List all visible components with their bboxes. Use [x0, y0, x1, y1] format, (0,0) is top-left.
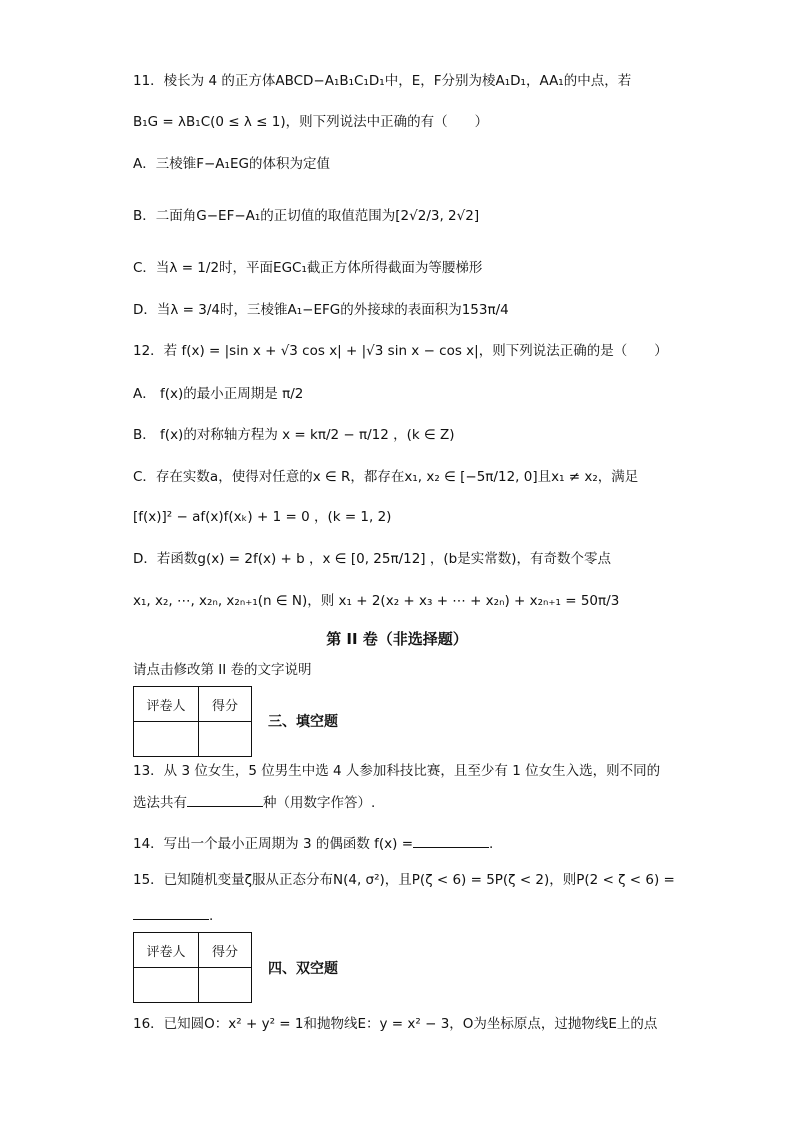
part2-note: 请点击修改第 II 卷的文字说明 — [133, 662, 312, 678]
grader-cell-score-2[interactable] — [199, 968, 252, 1003]
section3-label: 三、填空题 — [268, 714, 338, 730]
q14-pre: 14．写出一个最小正周期为 3 的偶函数 f(x) = — [133, 836, 414, 852]
q12-option-d-line2: x₁, x₂, ⋯, x₂ₙ, x₂ₙ₊₁(n ∈ N)，则 x₁ + 2(x₂ + x₃ + ⋯ + x₂ₙ) + x₂ₙ₊₁ = 50π/3 — [133, 593, 620, 609]
q12-option-d-line1: D．若函数g(x) = 2f(x) + b ，x ∈ [0, 25π/12] ，(b是实常数)，有奇数个零点 — [133, 551, 611, 567]
q12-option-b: B． f(x)的对称轴方程为 x = kπ/2 − π/12 ，(k ∈ Z) — [133, 427, 455, 443]
q13-line1: 13．从 3 位女生，5 位男生中选 4 人参加科技比赛，且至少有 1 位女生入选，则不同的 — [133, 763, 661, 779]
grader-header-score: 得分 — [199, 687, 252, 722]
grader-header-reviewer: 评卷人 — [134, 687, 199, 722]
q14-answer-blank[interactable] — [413, 833, 489, 848]
q16-line1: 16．已知圆O：x² + y² = 1和抛物线E：y = x² − 3，O为坐标原点，过抛物线E上的点 — [133, 1016, 658, 1032]
q13-post: 种（用数字作答）. — [263, 795, 376, 811]
q15-line2 — [133, 905, 664, 926]
section4-label: 四、双空题 — [268, 961, 338, 977]
q15-line1: 15．已知随机变量ζ服从正态分布N(4, σ²)，且P(ζ < 6) = 5P(ζ < 2)，则P(2 < ζ < 6) = — [133, 872, 675, 888]
q14-post: . — [489, 836, 494, 852]
q12-option-c-line2: [f(x)]² − af(x)f(xₖ) + 1 = 0 ，(k = 1, 2) — [133, 509, 392, 525]
q13-line2 — [133, 792, 664, 813]
q12-stem: 12．若 f(x) = |sin x + √3 cos x| + |√3 sin x − cos x|，则下列说法正确的是（ ） — [133, 343, 668, 359]
q11-option-b: B．二面角G−EF−A₁的正切值的取值范围为[2√2/3, 2√2] — [133, 208, 480, 224]
q11-stem-line2: B₁G = λB₁C(0 ≤ λ ≤ 1)，则下列说法中正确的有（ ） — [133, 114, 489, 130]
grader-table-2 — [133, 932, 252, 1003]
grader-header-score-2: 得分 — [199, 933, 252, 968]
grader-cell-score[interactable] — [199, 722, 252, 757]
grader-cell-reviewer[interactable] — [134, 722, 199, 757]
q13-pre: 选法共有 — [133, 795, 187, 811]
grader-header-reviewer-2: 评卷人 — [134, 933, 199, 968]
part2-title: 第 II 卷（非选择题） — [326, 630, 468, 648]
q12-option-a: A． f(x)的最小正周期是 π/2 — [133, 386, 304, 402]
q11-stem-line1: 11．棱长为 4 的正方体ABCD−A₁B₁C₁D₁中，E，F分别为棱A₁D₁，AA₁的中点，若 — [133, 73, 632, 89]
q11-option-c: C．当λ = 1/2时，平面EGC₁截正方体所得截面为等腰梯形 — [133, 260, 483, 276]
q12-option-c-line1: C．存在实数a，使得对任意的x ∈ R，都存在x₁, x₂ ∈ [−5π/12, 0]且x₁ ≠ x₂，满足 — [133, 469, 639, 485]
q11-option-a: A．三棱锥F−A₁EG的体积为定值 — [133, 156, 330, 172]
q15-answer-blank[interactable] — [133, 905, 209, 920]
q15-post: . — [209, 908, 214, 924]
grader-cell-reviewer-2[interactable] — [134, 968, 199, 1003]
q13-answer-blank[interactable] — [187, 792, 263, 807]
q11-option-d: D．当λ = 3/4时，三棱锥A₁−EFG的外接球的表面积为153π/4 — [133, 302, 509, 318]
q14-line — [133, 833, 664, 854]
grader-table-1 — [133, 686, 252, 757]
